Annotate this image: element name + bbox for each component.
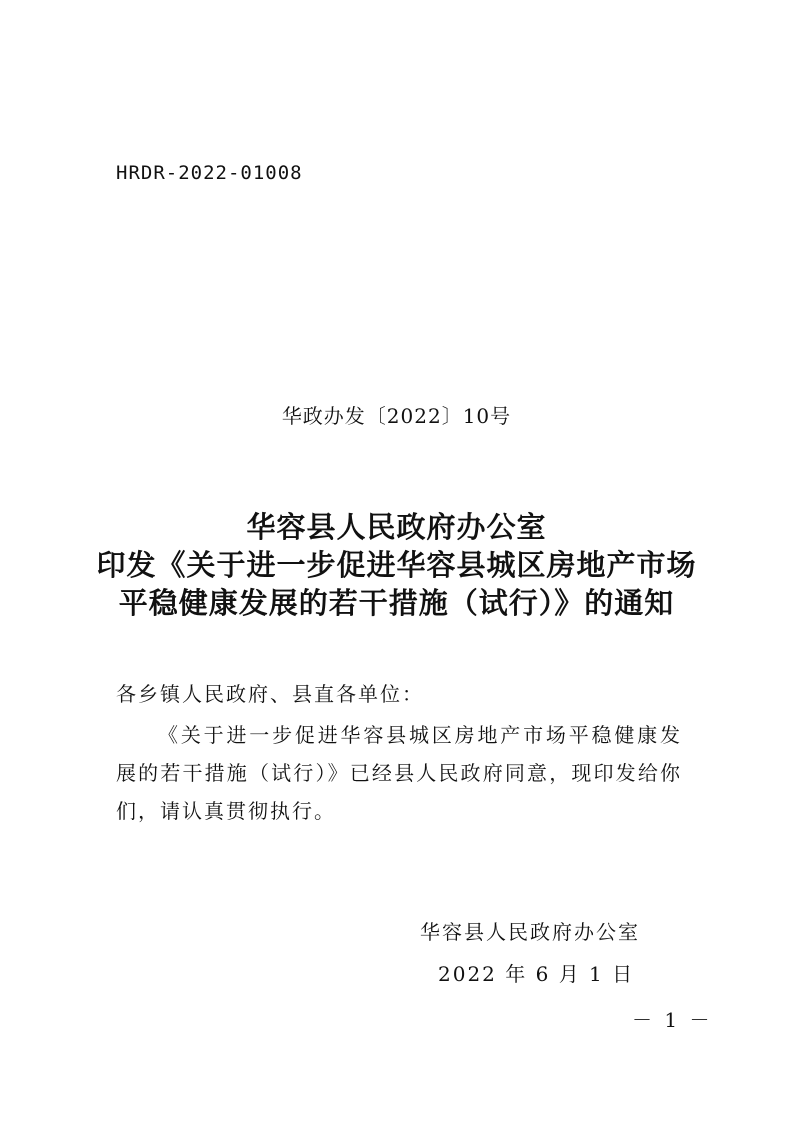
title-line-1: 华容县人民政府办公室 (246, 510, 547, 544)
page-number: － 1 － (632, 1008, 713, 1032)
signer: 华容县人民政府办公室 (420, 920, 640, 944)
issue-date: 2022 年 6 月 1 日 (438, 962, 635, 986)
document-code: HRDR-2022-01008 (116, 162, 303, 184)
salutation: 各乡镇人民政府、县直各单位： (116, 682, 424, 706)
title-line-3: 平稳健康发展的若干措施（试行）》的通知 (118, 586, 675, 620)
body-paragraph: 《关于进一步促进华容县城区房地产市场平稳健康发展的若干措施（试行）》已经县人民政府同意，现印发给你们，请认真贯彻执行。 (116, 723, 682, 823)
document-number: 华政办发〔2022〕10号 (281, 404, 512, 428)
title-line-2: 印发《关于进一步促进华容县城区房地产市场 (96, 548, 697, 582)
document-title (0, 508, 793, 622)
